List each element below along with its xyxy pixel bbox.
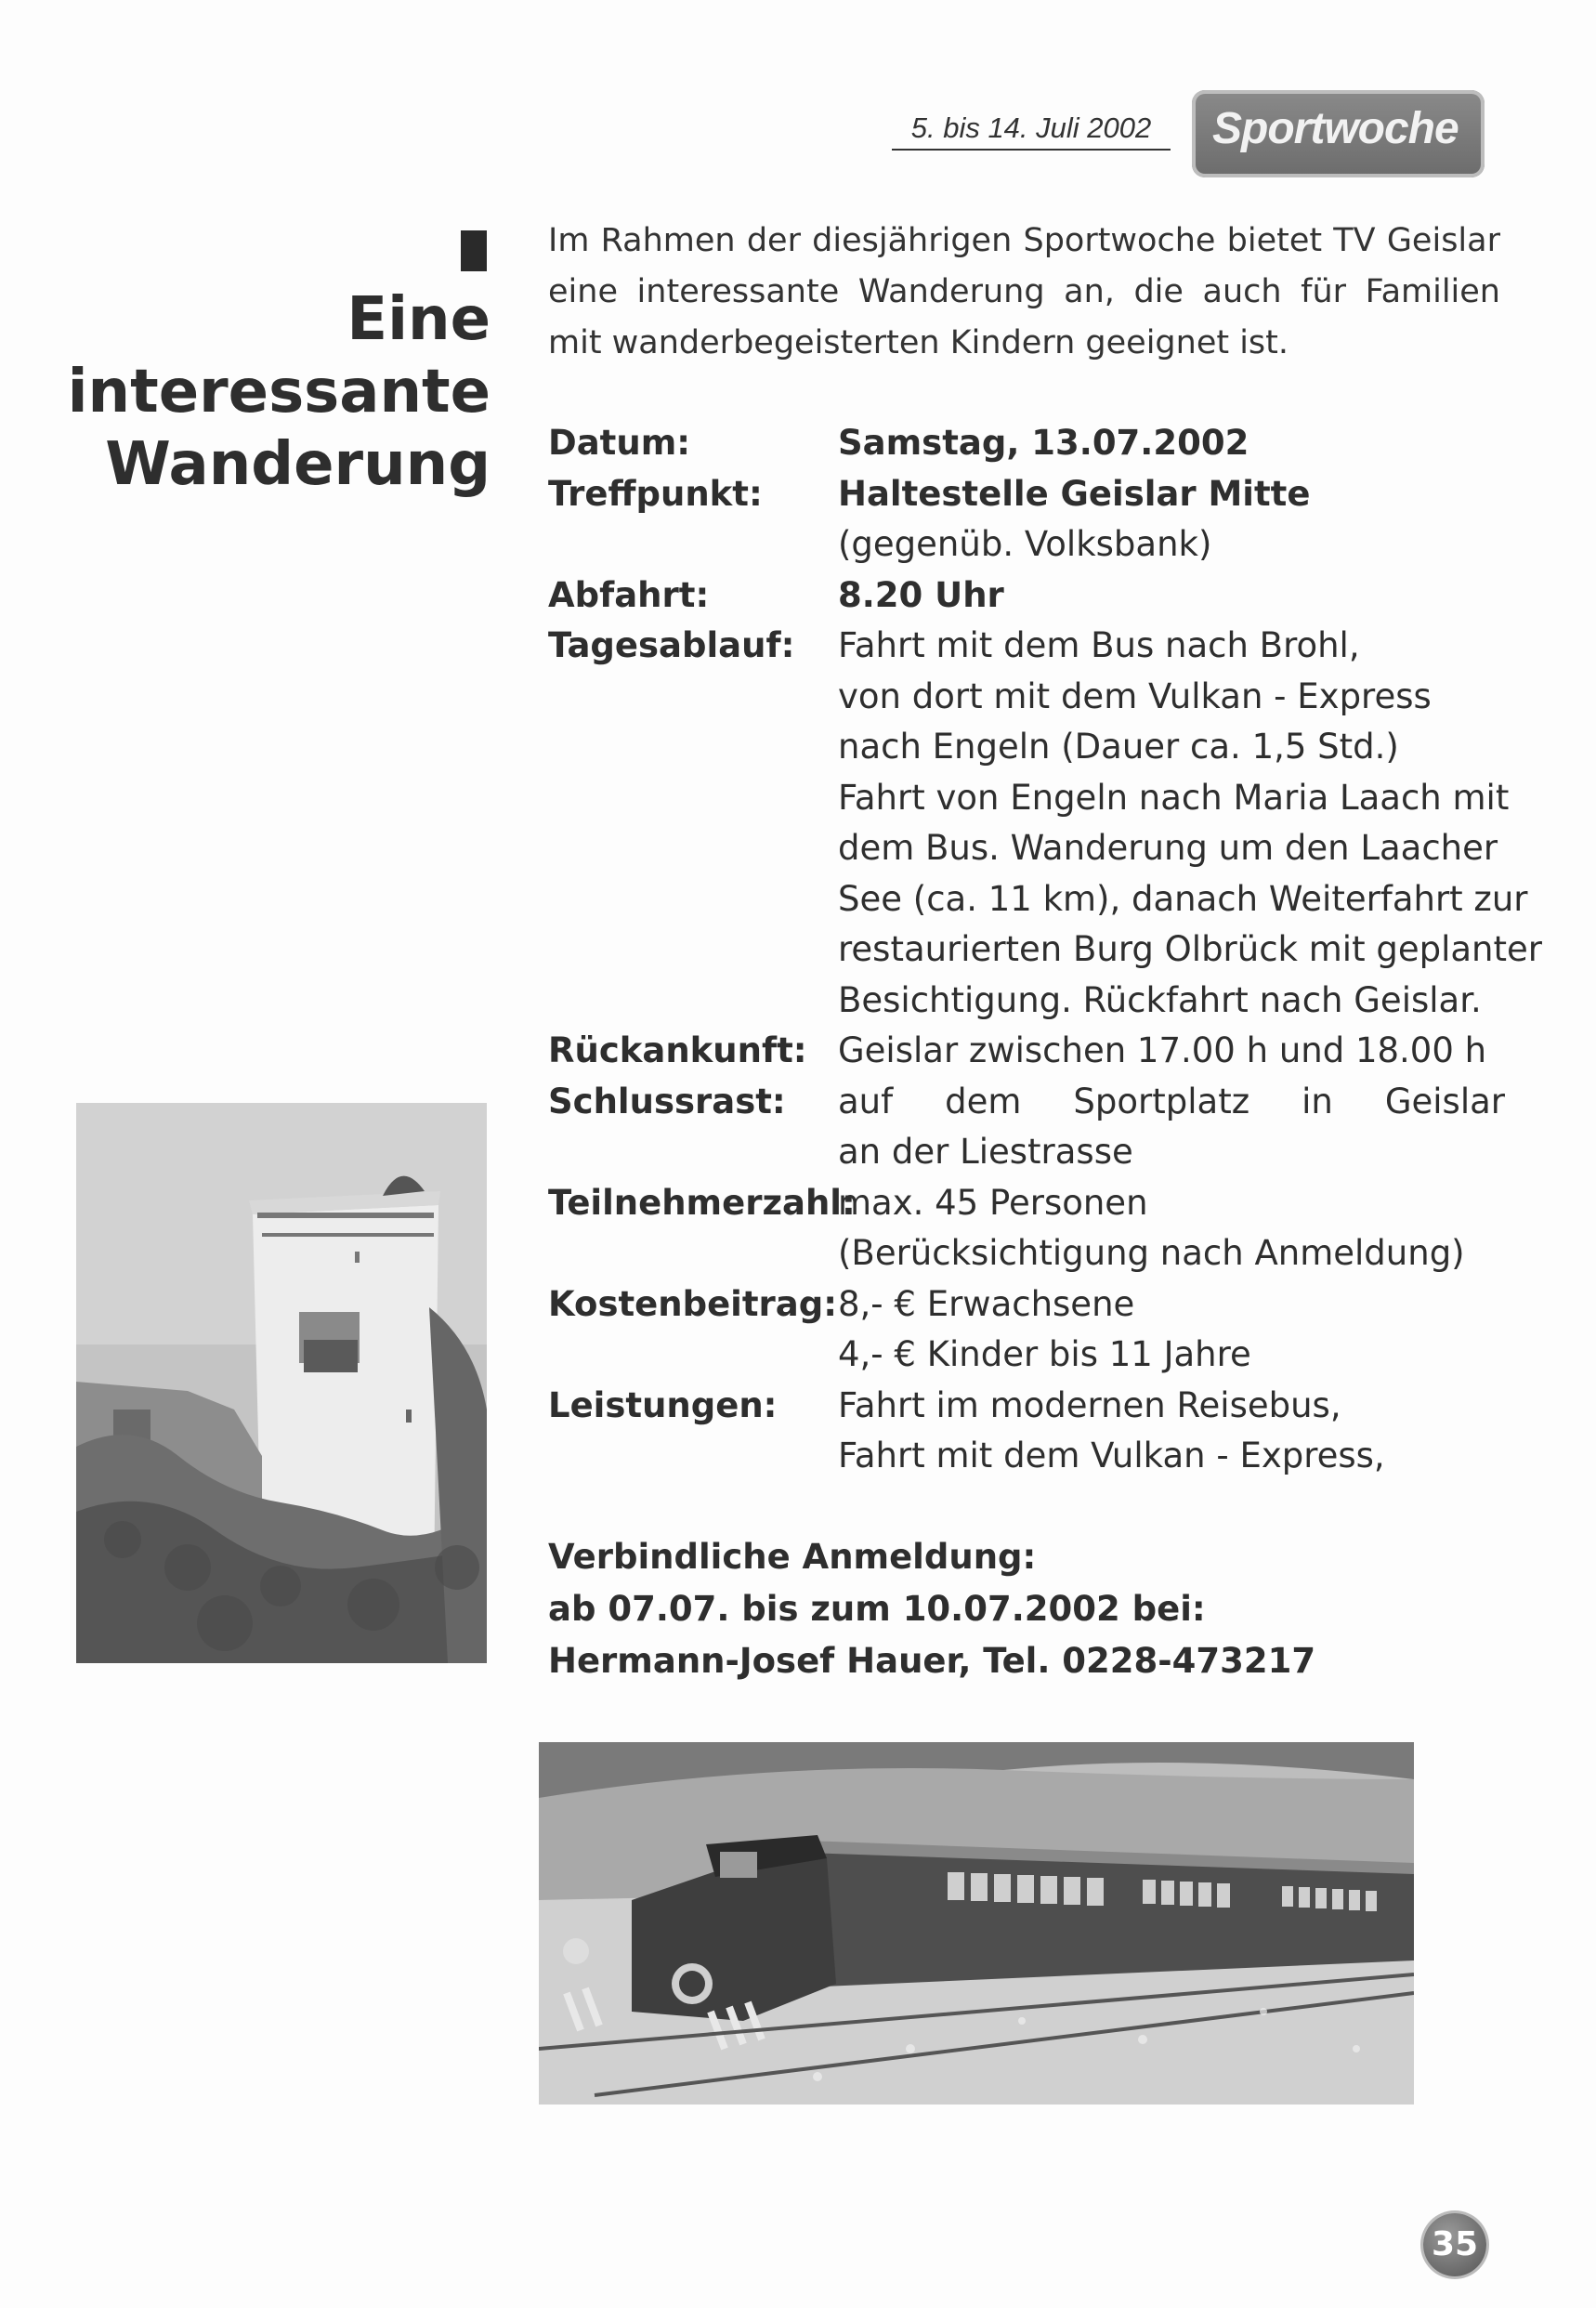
square-bullet-icon	[461, 230, 487, 271]
intro-paragraph: Im Rahmen der diesjährigen Sportwoche bietet TV Geislar eine interessante Wanderung an, die auch für Familien mit wanderbegeisterten Kindern geeignet ist.	[548, 222, 1500, 361]
detail-row-treffpunkt	[548, 469, 1505, 570]
detail-label: Rückankunft:	[548, 1030, 807, 1070]
detail-label: Leistungen:	[548, 1384, 778, 1425]
word: in	[1302, 1081, 1333, 1121]
word: auf	[838, 1081, 894, 1121]
service-line: Fahrt im modernen Reisebus,	[838, 1384, 1341, 1425]
detail-row-tagesablauf	[548, 621, 1542, 1026]
schedule-line: Fahrt mit dem Bus nach Brohl,	[838, 625, 1360, 665]
cost-line: 8,- € Erwachsene	[838, 1283, 1135, 1324]
detail-value: 8.20 Uhr	[838, 574, 1004, 615]
detail-value: max. 45 Personen	[838, 1182, 1148, 1223]
castle-photo	[76, 1103, 487, 1663]
title-line: Wanderung	[105, 430, 491, 499]
detail-row-teilnehmerzahl	[548, 1178, 1505, 1279]
word: Geislar	[1384, 1081, 1505, 1121]
schedule-line: von dort mit dem Vulkan - Express	[838, 675, 1432, 716]
detail-row-rueckankunft	[548, 1026, 1505, 1077]
detail-row-abfahrt	[548, 570, 1505, 622]
detail-label: Teilnehmerzahl:	[548, 1182, 856, 1223]
header-date-range: 5. bis 14. Juli 2002	[892, 111, 1171, 151]
schedule-line: restaurierten Burg Olbrück mit geplanter	[838, 929, 1542, 969]
schedule-line: See (ca. 11 km), danach Weiterfahrt zur	[838, 878, 1528, 919]
detail-row-datum	[548, 418, 1505, 469]
detail-value: Samstag, 13.07.2002	[838, 423, 1249, 463]
badge-label: Sportwoche	[1212, 104, 1459, 153]
detail-note: (Berücksichtigung nach Anmeldung)	[838, 1233, 1465, 1273]
detail-value: Geislar zwischen 17.00 h und 18.00 h	[838, 1030, 1487, 1070]
word: Sportplatz	[1073, 1081, 1250, 1121]
registration-line: Hermann-Josef Hauer, Tel. 0228-473217	[548, 1641, 1316, 1681]
title-line: interessante	[67, 358, 491, 426]
sportwoche-badge	[1192, 90, 1485, 177]
schedule-line: Fahrt von Engeln nach Maria Laach mit	[838, 777, 1510, 818]
page-number-badge: 35	[1423, 2213, 1486, 2276]
event-details	[548, 418, 1542, 1482]
schedule-line: nach Engeln (Dauer ca. 1,5 Std.)	[838, 727, 1399, 767]
title-line: Eine	[347, 285, 491, 354]
detail-label: Kostenbeitrag:	[548, 1283, 838, 1324]
train-photo	[539, 1742, 1414, 2105]
detail-row-kostenbeitrag	[548, 1279, 1505, 1381]
detail-note: an der Liestrasse	[838, 1132, 1133, 1172]
registration-info	[548, 1531, 1315, 1687]
detail-value: Haltestelle Geislar Mitte	[838, 473, 1311, 514]
detail-note: (gegenüb. Volksbank)	[838, 524, 1212, 564]
detail-value	[838, 1077, 1505, 1128]
detail-row-schlussrast	[548, 1077, 1505, 1178]
registration-line: ab 07.07. bis zum 10.07.2002 bei:	[548, 1589, 1206, 1629]
detail-label: Tagesablauf:	[548, 625, 795, 665]
detail-label: Schlussrast:	[548, 1081, 786, 1121]
page-title	[45, 283, 491, 501]
schedule-line: dem Bus. Wanderung um den Laacher	[838, 828, 1498, 868]
detail-label: Treffpunkt:	[548, 473, 763, 514]
detail-label: Datum:	[548, 423, 691, 463]
detail-label: Abfahrt:	[548, 574, 710, 615]
detail-row-leistungen	[548, 1381, 1505, 1482]
service-line: Fahrt mit dem Vulkan - Express,	[838, 1436, 1385, 1475]
registration-line: Verbindliche Anmeldung:	[548, 1537, 1037, 1577]
schedule-line: Besichtigung. Rückfahrt nach Geislar.	[838, 979, 1482, 1020]
word: dem	[945, 1081, 1022, 1121]
cost-line: 4,- € Kinder bis 11 Jahre	[838, 1334, 1251, 1374]
